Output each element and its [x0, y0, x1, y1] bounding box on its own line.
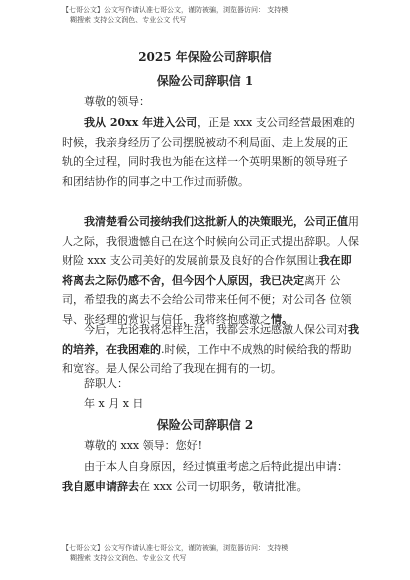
date-text: 年 x 月 x 日	[84, 397, 144, 410]
paragraph-run: 我清楚看公司接纳我们这批新人的决策眼光，公司正值	[84, 215, 348, 228]
document-title: 2025 年保险公司辞职信	[138, 50, 272, 64]
letter-2-paragraph-1	[62, 457, 362, 477]
paragraph-run: .时候，工作中不成熟的时候给我的帮助和宽容。是人保公司给了我现在拥有的一切。	[62, 342, 352, 375]
signature-text: 辞职人：	[84, 377, 128, 390]
letter-2-title: 保险公司辞职信 2	[156, 418, 254, 432]
footer-line-1: 【七哥公文】公文写作请认准七哥公文，谨防被骗，浏览器访问： 支持模	[62, 544, 289, 552]
signature-label	[62, 374, 362, 394]
page-footer-notice	[62, 543, 362, 563]
greeting-text: 尊敬的 xxx 领导：您好!	[84, 439, 203, 452]
paragraph-run: 我从 20xx 年进入公司	[84, 116, 198, 129]
paragraph-run: 情。	[271, 312, 293, 326]
letter-1-greeting	[62, 92, 362, 112]
header-line-1: 【七哥公文】公文写作请认准七哥公文，谨防被骗，浏览器访问： 支持模	[62, 6, 289, 14]
paragraph-run: 我自愿申请辞去	[62, 480, 139, 493]
paragraph-run: ，正是 xxx 支公司经营最困难的时候，我亲身经历了公司摆脱被动不利局面、走上发展的正 轨的全过程，同时我也为能在这样一个英明果断的领导班子 和团结协作的同事之中工作过而骄傲。	[62, 116, 355, 188]
letter-1-paragraph-3	[62, 320, 362, 379]
paragraph-run: 今后，无论我将怎样生活，我都会永远感激人保公司对	[84, 323, 348, 336]
letter-2-greeting	[62, 436, 362, 456]
letter-1-paragraph-1	[62, 113, 362, 191]
date-line	[62, 394, 362, 414]
paragraph-run: 离开 公司，希望我的离去不会给公司带来任何不便；对公司各 位领导、张经理的赏识与信任，我将终抱感激之	[62, 273, 352, 326]
paragraph-run: 由于本人自身原因，经过慎重考虑之后特此提出申请：	[84, 460, 348, 473]
page-header-notice	[62, 5, 362, 25]
paragraph-run: 在 xxx 公司一切职务，敬请批准。	[139, 480, 308, 493]
letter-1-title: 保险公司辞职信 1	[156, 74, 254, 88]
greeting-text: 尊敬的领导：	[84, 95, 150, 108]
paragraph-run: 用人之际，我很遗憾自己在这个时候向公司正式提出辞职。人保财险 xxx 支公司美好的发展前景及良好的合作氛围让	[62, 215, 359, 267]
paragraph-run: 我的培养，在我困难的	[62, 323, 359, 356]
letter-1-paragraph-2	[62, 212, 362, 329]
letter-2-paragraph-2	[62, 477, 362, 497]
paragraph-run: 我在即将离去之际仍感不舍，但今因个人原因，我已决定	[62, 254, 352, 287]
header-line-2: 糊搜索 支持公文润色、专业公文 代写	[70, 16, 187, 24]
footer-line-2: 糊搜索 支持公文润色、专业公文 代写	[70, 554, 187, 562]
